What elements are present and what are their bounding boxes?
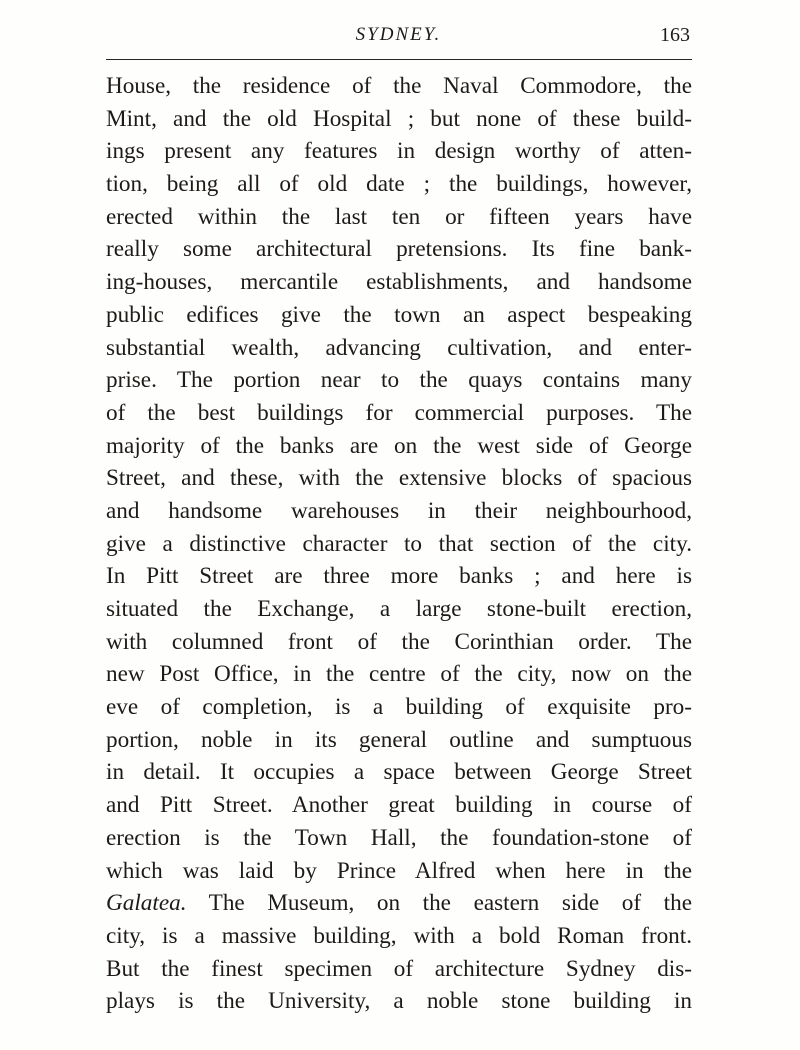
ship-name-galatea: Galatea. [106,890,187,917]
text-line: Mint, and the old Hospital ; but none of these build- [106,105,692,132]
text-line-rest: The Museum, on the eastern side of the [186,890,692,917]
running-head [105,20,692,50]
text-line: in detail. It occupies a space between George Street [106,759,692,786]
text-line: new Post Office, in the centre of the city, now on the [106,661,692,688]
text-line: tion, being all of old date ; the buildings, however, [106,171,692,198]
page-number: 163 [660,24,690,46]
text-line: ing-houses, mercantile establishments, and handsome [106,269,692,296]
text-line: prise. The portion near to the quays contains many [106,367,692,394]
text-line: substantial wealth, advancing cultivation, and enter- [106,334,692,361]
text-line: which was laid by Prince Alfred when here in the [106,857,692,884]
text-line: Street, and these, with the extensive blocks of spacious [106,465,692,492]
text-line: and handsome warehouses in their neighbourhood, [106,497,692,524]
text-line: plays is the University, a noble stone building in [106,988,692,1015]
text-line: of the best buildings for commercial purposes. The [106,399,692,426]
text-line: with columned front of the Corinthian order. The [106,628,692,655]
text-line: city, is a massive building, with a bold Roman front. [106,922,692,949]
text-line [106,887,692,920]
text-line: really some architectural pretensions. Its fine bank- [106,236,692,263]
text-line: situated the Exchange, a large stone-built erection, [106,596,692,622]
running-title: SYDNEY. [355,24,442,45]
text-line: In Pitt Street are three more banks ; and here is [106,563,692,590]
text-line: eve of completion, is a building of exquisite pro- [106,694,692,721]
text-line: House, the residence of the Naval Commodore, the [106,73,692,99]
body-text [106,70,692,1018]
text-line: and Pitt Street. Another great building in course of [106,792,692,819]
text-line: erection is the Town Hall, the foundation-stone of [106,824,692,851]
text-line: But the finest specimen of architecture Sydney dis- [106,955,692,982]
text-line: erected within the last ten or fifteen years have [106,203,692,230]
header-rule [106,59,692,60]
text-line: give a distinctive character to that section of the city. [106,530,692,557]
text-line: portion, noble in its general outline and sumptuous [106,726,692,753]
text-line: public edifices give the town an aspect bespeaking [106,301,692,328]
text-line: ings present any features in design worthy of atten- [106,138,692,165]
text-line: majority of the banks are on the west side of George [106,432,692,459]
